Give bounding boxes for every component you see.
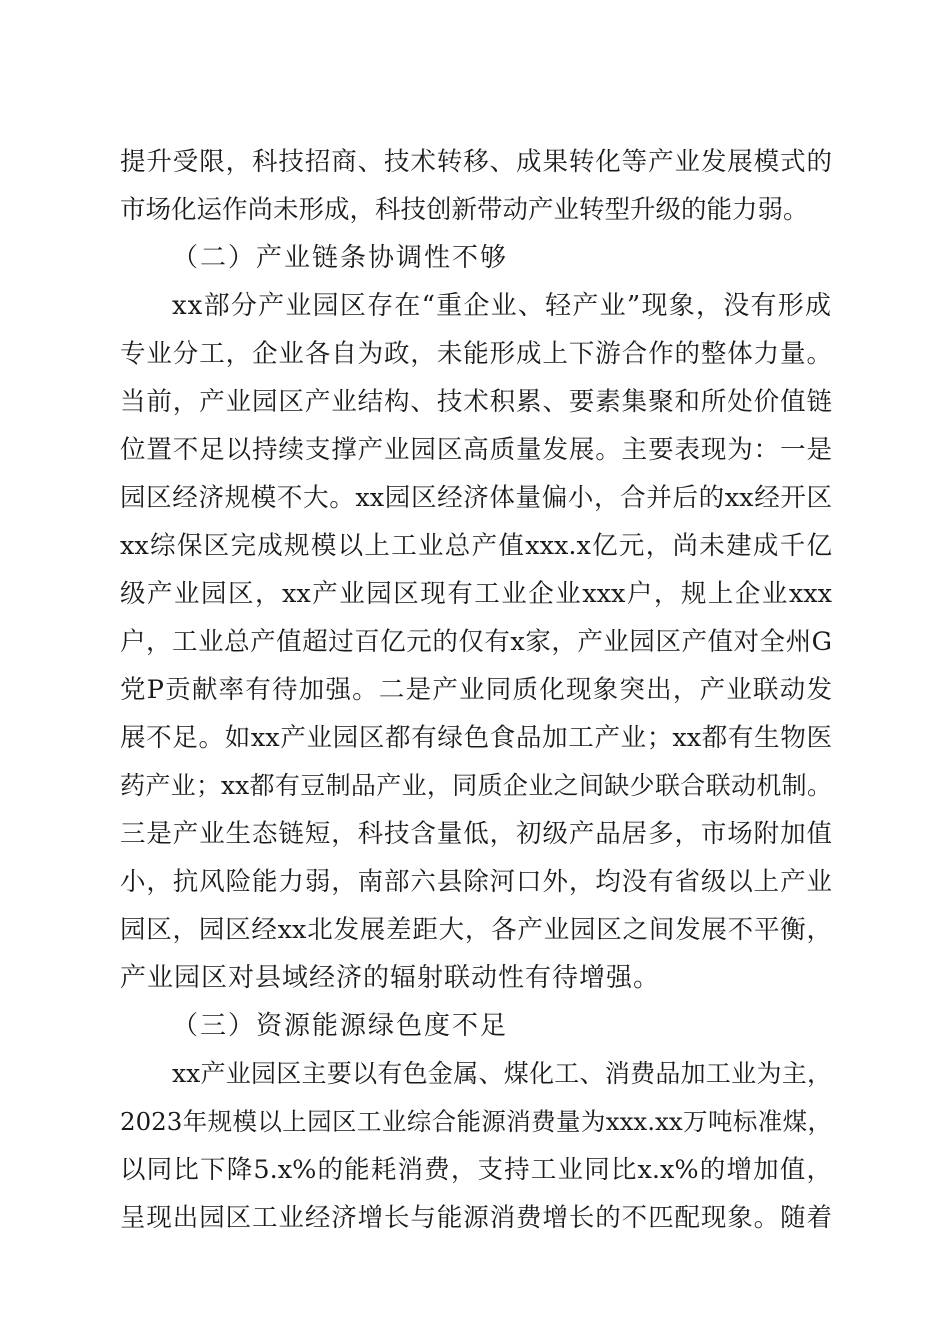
body-text-line: xx综保区完成规模以上工业总产值xxx.x亿元，尚未建成千亿: [120, 531, 832, 561]
body-text-line: 市场化运作尚未形成，科技创新带动产业转型升级的能力弱。: [120, 195, 809, 225]
body-text-line: 小，抗风险能力弱，南部六县除河口外，均没有省级以上产业: [120, 867, 832, 897]
body-text-line: 以同比下降5.x%的能耗消费，支持工业同比x.x%的增加值，: [120, 1155, 832, 1185]
body-text-line: 位置不足以持续支撑产业园区高质量发展。主要表现为：一是: [120, 435, 832, 465]
paragraph-first-line: xx部分产业园区存在“重企业、轻产业”现象，没有形成: [172, 291, 832, 321]
body-text-line: 呈现出园区工业经济增长与能源消费增长的不匹配现象。随着: [120, 1203, 832, 1233]
body-text-line: 展不足。如xx产业园区都有绿色食品加工产业；xx都有生物医: [120, 723, 832, 753]
body-text-line: 党P贡献率有待加强。二是产业同质化现象突出，产业联动发: [120, 675, 832, 705]
section-heading: （二）产业链条协调性不够: [172, 243, 509, 273]
body-text-line: 园区，园区经xx北发展差距大，各产业园区之间发展不平衡，: [120, 915, 832, 945]
body-text-line: 当前，产业园区产业结构、技术积累、要素集聚和所处价值链: [120, 387, 832, 417]
body-text-line: 2023年规模以上园区工业综合能源消费量为xxx.xx万吨标准煤，: [120, 1107, 832, 1136]
body-text-line: 级产业园区，xx产业园区现有工业企业xxx户，规上企业xxx: [120, 579, 832, 609]
body-text-line: 户，工业总产值超过百亿元的仅有x家，产业园区产值对全州G: [120, 627, 832, 657]
body-text-line: 三是产业生态链短，科技含量低，初级产品居多，市场附加值: [120, 819, 832, 849]
body-text-line: 产业园区对县域经济的辐射联动性有待增强。: [120, 963, 661, 993]
body-text-line: 园区经济规模不大。xx园区经济体量偏小，合并后的xx经开区: [120, 483, 832, 513]
body-text-line: 专业分工，企业各自为政，未能形成上下游合作的整体力量。: [120, 339, 832, 369]
paragraph-first-line: xx产业园区主要以有色金属、煤化工、消费品加工业为主，: [172, 1059, 832, 1088]
section-heading: （三）资源能源绿色度不足: [172, 1011, 509, 1041]
body-text-line: 药产业；xx都有豆制品产业，同质企业之间缺少联合联动机制。: [120, 771, 832, 800]
body-text-line: 提升受限，科技招商、技术转移、成果转化等产业发展模式的: [120, 147, 832, 177]
